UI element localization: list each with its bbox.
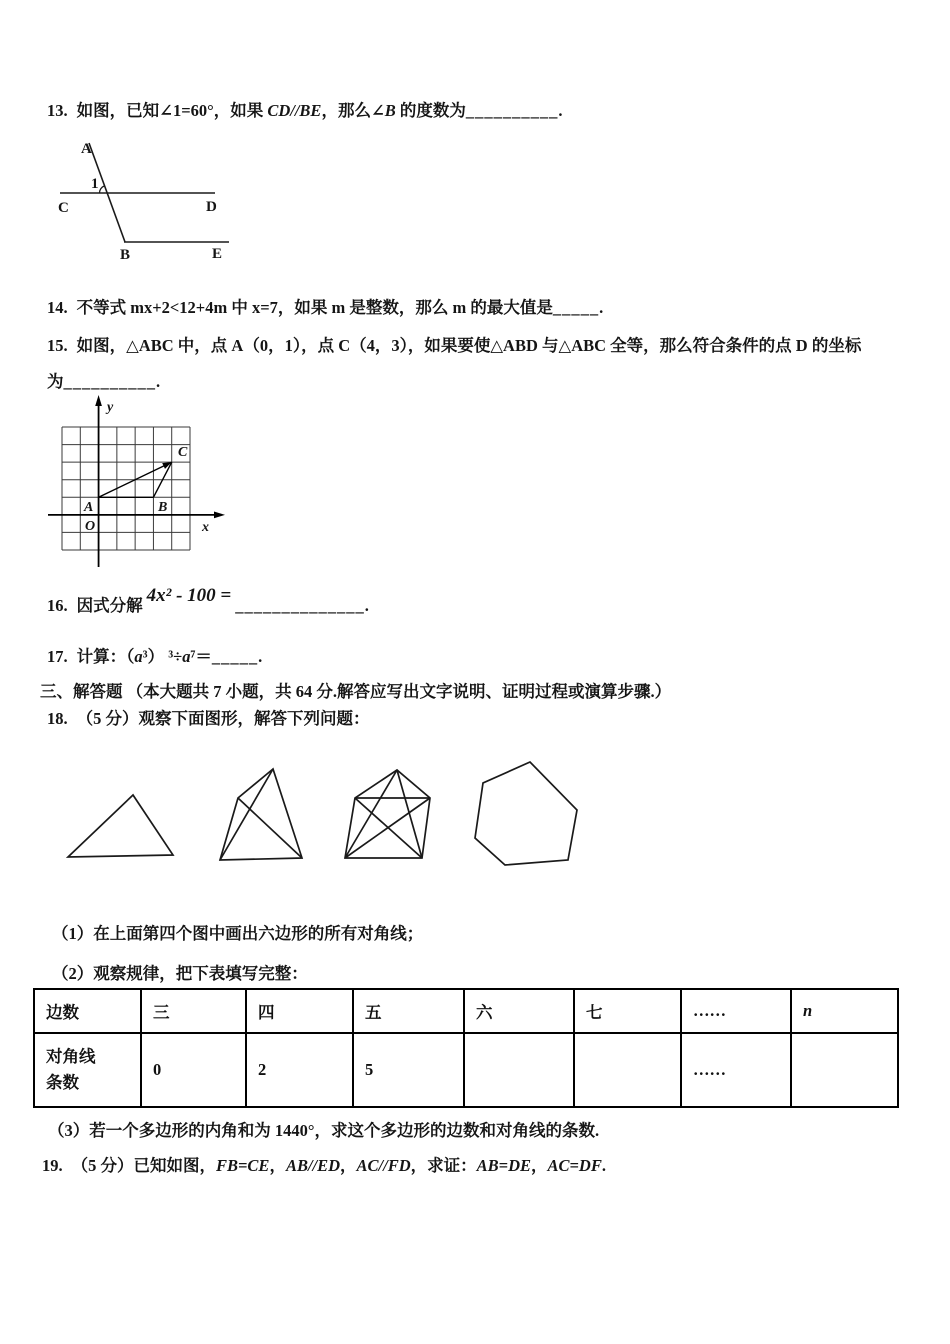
label-point-A: A (84, 500, 94, 515)
cell-value: …… (693, 1060, 726, 1079)
text-segment: 为 (47, 372, 64, 391)
table-header-row (34, 989, 898, 1033)
x-axis-arrow (214, 512, 225, 519)
row-label-line1: 对角线 (46, 1047, 96, 1066)
question-number: 17. (47, 647, 68, 666)
header-four (246, 989, 353, 1033)
text-segment: ， (269, 1156, 286, 1175)
label-origin: O (85, 519, 96, 534)
question-15-text-line2 (47, 371, 160, 393)
question-18-item-1 (52, 923, 423, 945)
question-14-text (47, 297, 603, 319)
header-label: 六 (476, 1003, 493, 1022)
header-ellipsis (681, 989, 791, 1033)
header-seven (574, 989, 681, 1033)
label-A: A (81, 141, 92, 157)
header-three (141, 989, 246, 1033)
cell-value-five (353, 1033, 464, 1107)
text-segment: （3）若一个多边形的内角和为 1440°，求这个多边形的边数和对角线的条数. (48, 1121, 600, 1140)
math-run: a (182, 647, 191, 666)
math-run: CD//BE (267, 101, 322, 120)
text-segment: ⁷＝ (190, 647, 212, 666)
question-16-text (47, 585, 369, 617)
text-segment: ， (531, 1156, 548, 1175)
triangle-figure (68, 795, 173, 857)
answer-blank: __________ (63, 372, 156, 391)
header-sides (34, 989, 141, 1033)
math-run: AB//ED (285, 1156, 341, 1175)
question-18-text (47, 708, 370, 730)
row-label-line2: 条数 (46, 1073, 79, 1092)
text-segment: . (156, 372, 161, 391)
question-17-text (47, 646, 262, 668)
section-title: 三、解答题 (40, 682, 123, 701)
cell-value-seven (574, 1033, 681, 1107)
header-label: 七 (586, 1003, 603, 1022)
text-segment: . (258, 647, 263, 666)
diagonal-count-table (33, 988, 899, 1108)
cell-value-four (246, 1033, 353, 1107)
text-segment: ，那么∠ (321, 101, 385, 120)
math-run: FB=CE (216, 1156, 270, 1175)
figure-q15-coordinate-grid (40, 392, 235, 572)
header-label: n (803, 1001, 813, 1020)
math-run: a (134, 647, 143, 666)
header-label: 三 (153, 1003, 170, 1022)
cell-value-ellipsis (681, 1033, 791, 1107)
math-run: AC//FD (356, 1156, 411, 1175)
hexagon-figure (475, 762, 577, 865)
figure-q18-polygons (55, 745, 590, 880)
quadrilateral-figure (220, 769, 302, 860)
table-data-row (34, 1033, 898, 1107)
label-D: D (206, 199, 217, 215)
header-label: 四 (258, 1003, 275, 1022)
question-number: 19. (42, 1156, 63, 1175)
text-segment: 的度数为 (395, 101, 466, 120)
label-B: B (120, 247, 131, 263)
question-number: 18. (47, 709, 68, 728)
cell-value: 2 (258, 1060, 267, 1079)
y-axis-arrow (95, 395, 102, 406)
math-run: AB=DE (476, 1156, 531, 1175)
text-segment: ，求证： (410, 1156, 477, 1175)
label-angle-1: 1 (91, 176, 99, 192)
answer-blank: _____ (552, 298, 600, 317)
text-segment: 因式分解 (76, 596, 143, 615)
text-segment: （1）在上面第四个图中画出六边形的所有对角线； (52, 924, 424, 943)
text-segment: . (364, 596, 369, 615)
question-18-item-2 (52, 963, 308, 985)
cell-value: 5 (365, 1060, 374, 1079)
text-segment: 如图，已知∠1=60°，如果 (76, 101, 268, 120)
header-label: 五 (365, 1003, 382, 1022)
text-segment: （5 分）已知如图， (71, 1156, 216, 1175)
header-six (464, 989, 574, 1033)
text-segment: . (599, 298, 604, 317)
text-segment: （本大题共 7 小题，共 64 分.解答应写出文字说明、证明过程或演算步骤.） (122, 682, 672, 701)
text-segment: 如图，△ABC 中，点 A（0，1），点 C（4，3），如果要使△ABD 与△ABC 全等，那么符合条件的点 D 的坐标 (76, 336, 862, 355)
answer-blank: __________ (465, 101, 559, 120)
answer-blank: ______________ (235, 596, 365, 615)
grid-lines (62, 427, 190, 550)
text-segment: . (601, 1156, 606, 1175)
question-13-text (47, 100, 563, 122)
label-y-axis: y (107, 400, 114, 415)
header-label: 边数 (46, 1003, 79, 1022)
question-19-text (42, 1155, 606, 1177)
question-number: 16. (47, 596, 68, 615)
header-label: …… (693, 1001, 726, 1020)
header-five (353, 989, 464, 1033)
label-point-B: B (158, 500, 168, 515)
label-C: C (58, 200, 69, 216)
question-18-item-3 (48, 1120, 599, 1142)
answer-blank: _____ (211, 647, 259, 666)
text-segment: 不等式 mx+2<12+4m 中 x=7，如果 m 是整数，那么 m 的最大值是 (76, 298, 553, 317)
math-run: B (384, 101, 396, 120)
label-x-axis: x (202, 520, 209, 535)
text-segment: ³） ³÷ (142, 647, 183, 666)
figure-q13-parallel-lines (40, 131, 240, 271)
text-segment: （2）观察规律，把下表填写完整： (52, 964, 308, 983)
section-3-header (40, 681, 671, 703)
angle-1-arc (99, 186, 104, 193)
label-point-C: C (178, 445, 188, 460)
pentagon-figure (345, 770, 430, 858)
question-number: 15. (47, 336, 68, 355)
text-segment: （5 分）观察下面图形，解答下列问题： (76, 709, 370, 728)
label-E: E (212, 246, 223, 262)
text-segment: . (558, 101, 563, 120)
cell-value-three (141, 1033, 246, 1107)
math-expression: 4x² - 100 = (146, 585, 232, 606)
header-n (791, 989, 898, 1033)
cell-value-n (791, 1033, 898, 1107)
question-15-text-line1 (47, 335, 861, 357)
cell-value: 0 (153, 1060, 162, 1079)
text-segment: ， (340, 1156, 357, 1175)
cell-row-label (34, 1033, 141, 1107)
math-run: AC=DF (547, 1156, 602, 1175)
cell-value-six (464, 1033, 574, 1107)
question-number: 13. (47, 101, 68, 120)
text-segment: 计算：（ (76, 647, 135, 666)
question-number: 14. (47, 298, 68, 317)
